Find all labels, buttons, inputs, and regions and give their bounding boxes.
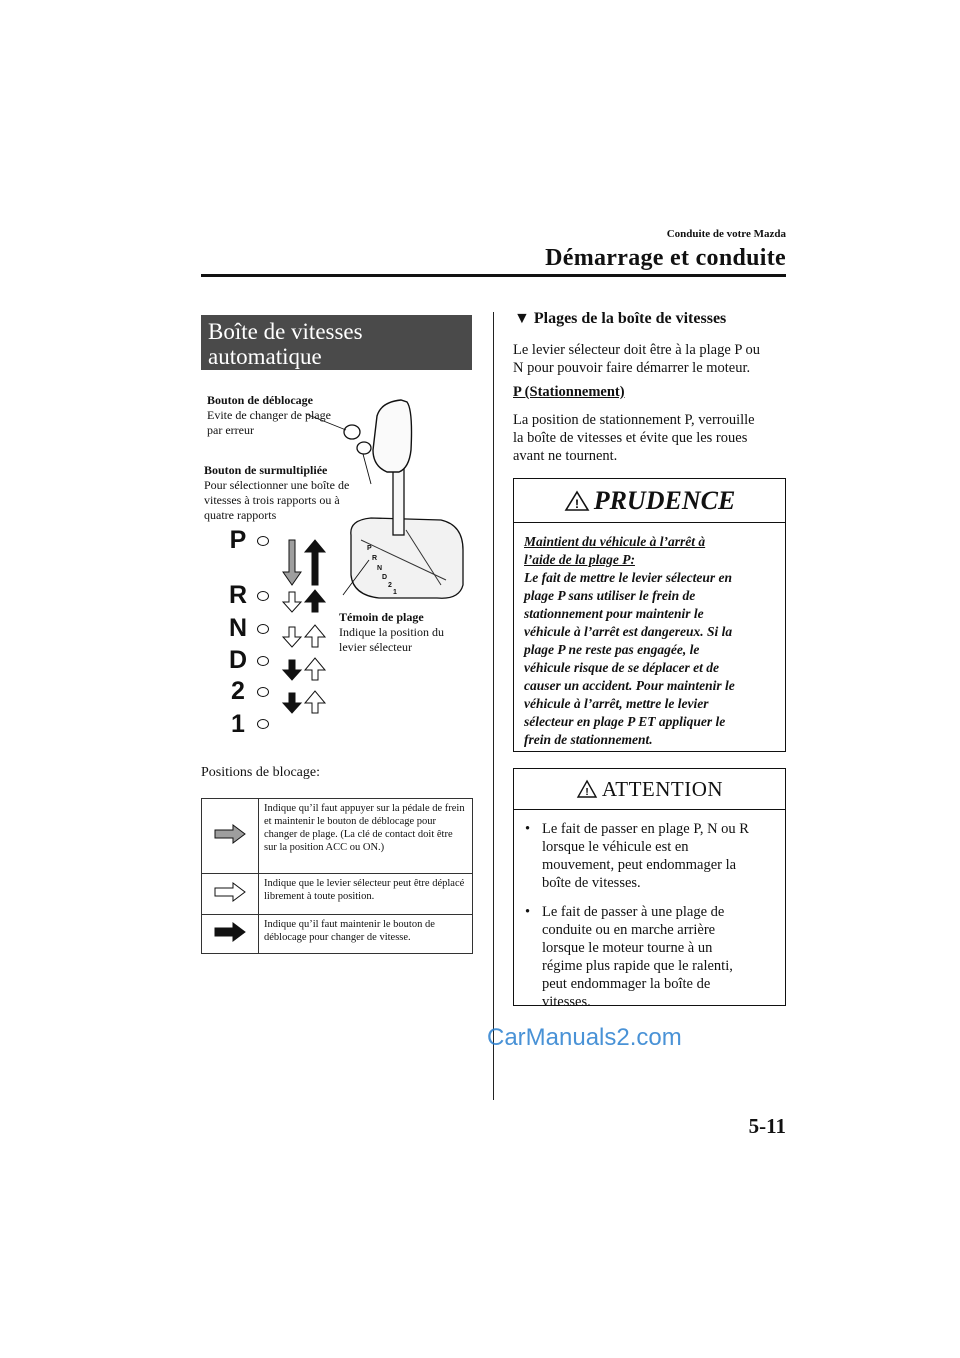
black-down-arrow-icon xyxy=(283,660,301,680)
header-rule xyxy=(201,274,786,277)
blocking-positions-label: Positions de blocage: xyxy=(201,765,320,780)
legend-row xyxy=(202,874,473,915)
gear-letter-n: N xyxy=(228,614,248,642)
section-heading-line2: automatique xyxy=(208,344,322,369)
intro-paragraph: Le levier sélecteur doit être à la plage P ou N pour pouvoir faire démarrer le moteur. xyxy=(513,342,761,376)
page-number: 5-11 xyxy=(748,1114,786,1138)
section-heading-line1: Boîte de vitesses xyxy=(208,319,363,344)
range-indicator-2 xyxy=(257,687,269,697)
prudence-body: Maintient du véhicule à l’arrêt à l’aide de la plage P: Le fait de mettre le levier sélecteur en plage P sans utiliser le frein de stationnement pour maintenir le véhicule à l’arrêt est dangereux. Si la plage P ne reste pas engagée, le véhicule risque de se déplacer et de causer un accident. Pour maintenir le véhicule à l’arrêt, mettre le levier sélecteur en plage P ET appliquer le frein de stationnement. xyxy=(524,534,735,747)
section-heading-box xyxy=(201,315,472,370)
gate-label-r: R xyxy=(372,555,378,562)
range-indicator-r xyxy=(257,591,269,601)
black-down-arrow-icon xyxy=(283,693,301,713)
overdrive-button-callout: Bouton de surmultipliée Pour sélectionner une boîte de vitesses à trois rapports ou à quatre rapports xyxy=(204,463,350,522)
legend-icon-cell xyxy=(202,915,259,954)
gray-filled-arrow-icon xyxy=(213,824,247,844)
attention-item: • Le fait de passer en plage P, N ou R lorsque le véhicule est en mouvement, peut endommager la boîte de vitesses. xyxy=(525,821,749,891)
range-indicator-1 xyxy=(257,719,269,729)
gear-letter-d: D xyxy=(228,646,248,674)
column-divider xyxy=(493,312,494,1100)
gray-down-arrow-icon xyxy=(283,540,301,585)
attention-body xyxy=(514,810,785,1011)
attention-box xyxy=(513,768,786,1010)
gate-label-1: 1 xyxy=(393,589,397,596)
park-paragraph: La position de stationnement P, verrouille la boîte de vitesses et évite que les roues avant ne tournent. xyxy=(513,412,755,464)
gate-label-n: N xyxy=(377,565,383,572)
range-indicator-p xyxy=(257,536,269,546)
triangle-down-icon: ▼ xyxy=(514,310,530,327)
outline-up-arrow-icon xyxy=(305,625,325,647)
ranges-heading: ▼ Plages de la boîte de vitesses xyxy=(514,310,727,327)
outline-arrow-icon xyxy=(213,882,247,902)
legend-table xyxy=(201,798,473,954)
warning-triangle-icon xyxy=(564,490,590,512)
black-up-arrow-icon xyxy=(305,540,325,585)
prudence-header xyxy=(514,479,785,523)
attention-item: • Le fait de passer à une plage de conduite ou en marche arrière lorsque le moteur tourne à un régime plus rapide que le ralenti, peut endommager la boîte de vitesses. xyxy=(525,904,733,1010)
watermark-link[interactable]: CarManuals2.com xyxy=(487,1024,682,1051)
legend-text: Indique qu’il faut appuyer sur la pédale de frein et maintenir le bouton de déblocage pour changer de plage. (La clé de contact doit être sur la position ACC ou ON.) xyxy=(259,799,473,874)
range-indicator-n xyxy=(257,624,269,634)
gate-label-d: D xyxy=(382,574,388,581)
legend-text: Indique qu’il faut maintenir le bouton de déblocage pour changer de vitesse. xyxy=(259,915,473,954)
outline-up-arrow-icon xyxy=(305,658,325,680)
prudence-box xyxy=(513,478,786,752)
section-title: Démarrage et conduite xyxy=(545,245,786,271)
gate-label-p: P xyxy=(367,545,372,552)
black-up-arrow-icon xyxy=(305,590,325,612)
gate-label-2: 2 xyxy=(388,582,392,589)
gear-letter-2: 2 xyxy=(231,677,245,705)
svg-text:!: ! xyxy=(574,496,579,511)
chapter-title: Conduite de votre Mazda xyxy=(666,228,786,240)
gear-letter-r: R xyxy=(228,581,248,609)
range-indicator-d xyxy=(257,656,269,666)
outline-down-arrow-icon xyxy=(283,627,301,647)
attention-header xyxy=(514,769,785,810)
legend-text: Indique que le levier sélecteur peut être déplacé librement à toute position. xyxy=(259,874,473,915)
outline-up-arrow-icon xyxy=(305,691,325,713)
park-heading: P (Stationnement) xyxy=(513,384,625,400)
legend-row xyxy=(202,799,473,874)
outline-down-arrow-icon xyxy=(283,592,301,612)
attention-title: ATTENTION xyxy=(601,776,724,801)
warning-triangle-icon xyxy=(576,779,598,799)
legend-icon-cell xyxy=(202,799,259,874)
black-filled-arrow-icon xyxy=(213,922,247,942)
prudence-title: PRUDENCE xyxy=(593,485,736,515)
gear-letter-p: P xyxy=(229,526,247,554)
release-button-callout: Bouton de déblocage Evite de changer de plage par erreur xyxy=(207,393,331,437)
gear-letter-1: 1 xyxy=(231,710,245,738)
legend-icon-cell xyxy=(202,874,259,915)
legend-row xyxy=(202,915,473,954)
svg-text:!: ! xyxy=(585,787,589,798)
range-indicator-callout: Témoin de plage Indique la position du levier sélecteur xyxy=(339,610,444,654)
